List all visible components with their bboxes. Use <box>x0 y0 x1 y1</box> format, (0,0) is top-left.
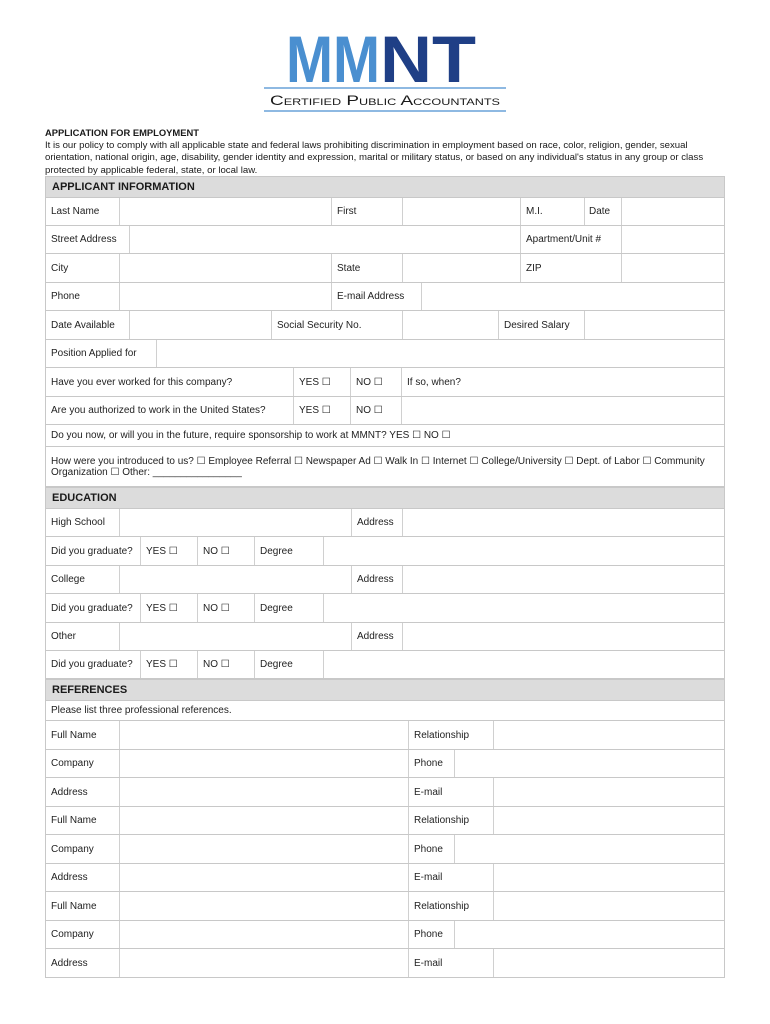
label-apartment: Apartment/Unit # <box>520 226 621 253</box>
row-high-school-graduate <box>45 537 725 566</box>
label-other-address: Address <box>351 623 402 650</box>
section-applicant-information: APPLICANT INFORMATION <box>45 176 725 198</box>
other-address-field[interactable] <box>402 623 724 650</box>
label-ref2-relationship: Relationship <box>408 807 493 834</box>
label-state: State <box>331 254 402 282</box>
label-other-degree: Degree <box>254 651 323 678</box>
label-ref2-email: E-mail <box>408 864 493 891</box>
label-if-so-when[interactable]: If so, when? <box>401 368 724 396</box>
policy-statement: It is our policy to comply with all applicable state and federal laws prohibiting discrimination in employment based on race, color, religion, gender, sexual orientation, national origin, age, disability, gender identity and expression, marital or military status, or based on any individual's status in any group or class protected by applicable federal, state, or local law. <box>45 139 704 176</box>
high-school-address-field[interactable] <box>402 509 724 536</box>
row-college-graduate <box>45 594 725 623</box>
college-field[interactable] <box>119 566 352 593</box>
label-introduced[interactable]: How were you introduced to us? ☐ Employee Referral ☐ Newspaper Ad ☐ Walk In ☐ Internet ☐ College/University ☐ Dept. of Labor ☐ Community Organization ☐ Other: ________________ <box>51 455 705 478</box>
label-college-graduate: Did you graduate? <box>51 602 133 614</box>
ref1-email-field[interactable] <box>493 778 724 806</box>
college-graduate-no[interactable]: NO ☐ <box>197 594 254 622</box>
label-zip: ZIP <box>520 254 621 282</box>
logo-text-mm: MM <box>286 26 380 96</box>
label-ref1-company: Company <box>51 758 94 769</box>
phone-field[interactable] <box>119 283 332 310</box>
row-ref3-name <box>45 892 725 921</box>
other-graduate-yes[interactable]: YES ☐ <box>140 651 197 678</box>
logo-subtitle: Certified Public Accountants <box>270 93 500 108</box>
label-high-school-degree: Degree <box>254 537 323 565</box>
label-sponsorship[interactable]: Do you now, or will you in the future, require sponsorship to work at MMNT? YES ☐ NO ☐ <box>51 430 451 441</box>
label-high-school-address: Address <box>351 509 402 536</box>
worked-before-no[interactable]: NO ☐ <box>350 368 401 396</box>
other-school-field[interactable] <box>119 623 352 650</box>
ref3-email-field[interactable] <box>493 949 724 977</box>
label-date-available: Date Available <box>51 319 115 331</box>
row-ref1-address <box>45 778 725 807</box>
label-ref3-address: Address <box>51 957 88 969</box>
label-mi: M.I. <box>520 198 584 225</box>
apartment-field[interactable] <box>621 226 724 253</box>
label-ref2-company: Company <box>51 843 94 855</box>
label-ref2-phone: Phone <box>408 835 454 863</box>
ref1-relationship-field[interactable] <box>493 721 724 749</box>
ref2-address-field[interactable] <box>119 864 409 891</box>
label-ref3-full-name: Full Name <box>51 900 97 912</box>
label-worked-before: Have you ever worked for this company? <box>51 376 233 388</box>
row-references-instruction <box>45 701 725 721</box>
label-city: City <box>51 262 69 274</box>
row-ref3-company <box>45 921 725 949</box>
zip-field[interactable] <box>621 254 724 282</box>
label-desired-salary: Desired Salary <box>498 311 584 339</box>
label-college-degree: Degree <box>254 594 323 622</box>
ref2-phone-field[interactable] <box>454 835 724 863</box>
label-college: College <box>51 574 85 585</box>
row-worked-before <box>45 368 725 397</box>
row-street <box>45 226 725 254</box>
ref3-phone-field[interactable] <box>454 921 724 948</box>
label-ref2-full-name: Full Name <box>51 815 97 826</box>
date-field[interactable] <box>621 198 724 225</box>
label-authorized: Are you authorized to work in the United States? <box>51 405 266 416</box>
row-ref2-address <box>45 864 725 892</box>
college-degree-field[interactable] <box>323 594 724 622</box>
logo-text-nt: NT <box>380 26 476 96</box>
row-ref1-name <box>45 721 725 750</box>
label-ref1-phone: Phone <box>408 750 454 777</box>
intro-section <box>45 127 725 177</box>
row-position <box>45 340 725 368</box>
worked-before-yes[interactable]: YES ☐ <box>293 368 350 396</box>
row-authorized <box>45 397 725 425</box>
authorized-no[interactable]: NO ☐ <box>350 397 401 424</box>
ssn-field[interactable] <box>402 311 499 339</box>
row-ref2-name <box>45 807 725 835</box>
row-ref2-company <box>45 835 725 864</box>
row-introduced <box>45 447 725 487</box>
college-graduate-yes[interactable]: YES ☐ <box>140 594 197 622</box>
state-field[interactable] <box>402 254 521 282</box>
label-street-address: Street Address <box>51 234 117 245</box>
email-field[interactable] <box>421 283 724 310</box>
ref1-address-field[interactable] <box>119 778 409 806</box>
label-date: Date <box>589 206 611 217</box>
label-ref3-company: Company <box>51 929 94 940</box>
label-ref1-email: E-mail <box>408 778 493 806</box>
label-first: First <box>331 198 402 225</box>
authorized-blank <box>401 397 724 424</box>
ref3-full-name-field[interactable] <box>119 892 409 920</box>
ref3-relationship-field[interactable] <box>493 892 724 920</box>
ref1-full-name-field[interactable] <box>119 721 409 749</box>
desired-salary-field[interactable] <box>584 311 724 339</box>
label-ref2-address: Address <box>51 872 88 883</box>
row-city <box>45 254 725 283</box>
label-college-address: Address <box>351 566 402 593</box>
row-name <box>45 198 725 226</box>
label-ref1-relationship: Relationship <box>408 721 493 749</box>
row-phone <box>45 283 725 311</box>
label-ssn: Social Security No. <box>271 311 402 339</box>
label-last-name: Last Name <box>51 206 100 217</box>
other-degree-field[interactable] <box>323 651 724 678</box>
row-date-available <box>45 311 725 340</box>
form-title: APPLICATION FOR EMPLOYMENT <box>45 127 199 138</box>
ref3-address-field[interactable] <box>119 949 409 977</box>
ref2-full-name-field[interactable] <box>119 807 409 834</box>
other-graduate-no[interactable]: NO ☐ <box>197 651 254 678</box>
section-education: EDUCATION <box>45 487 725 509</box>
label-phone: Phone <box>51 291 80 302</box>
ref1-phone-field[interactable] <box>454 750 724 777</box>
ref3-company-field[interactable] <box>119 921 409 948</box>
row-sponsorship <box>45 425 725 447</box>
application-form <box>45 176 725 978</box>
row-college <box>45 566 725 594</box>
label-ref3-relationship: Relationship <box>408 892 493 920</box>
ref2-company-field[interactable] <box>119 835 409 863</box>
ref1-company-field[interactable] <box>119 750 409 777</box>
label-email: E-mail Address <box>331 283 421 310</box>
college-address-field[interactable] <box>402 566 724 593</box>
row-high-school <box>45 509 725 537</box>
label-position: Position Applied for <box>51 348 137 359</box>
label-ref1-full-name: Full Name <box>51 729 97 741</box>
authorized-yes[interactable]: YES ☐ <box>293 397 350 424</box>
position-field[interactable] <box>156 340 724 367</box>
row-ref1-company <box>45 750 725 778</box>
date-available-field[interactable] <box>129 311 272 339</box>
row-ref3-address <box>45 949 725 978</box>
label-other-school: Other <box>51 631 77 642</box>
row-other-school <box>45 623 725 651</box>
high-school-field[interactable] <box>119 509 352 536</box>
city-field[interactable] <box>119 254 332 282</box>
first-name-field[interactable] <box>402 198 521 225</box>
label-other-graduate: Did you graduate? <box>51 659 133 670</box>
ref2-email-field[interactable] <box>493 864 724 891</box>
high-school-graduate-no[interactable]: NO ☐ <box>197 537 254 565</box>
last-name-field[interactable] <box>119 198 332 225</box>
row-other-graduate <box>45 651 725 679</box>
high-school-degree-field[interactable] <box>323 537 724 565</box>
label-high-school: High School <box>51 517 105 528</box>
label-ref3-email: E-mail <box>408 949 493 977</box>
label-ref1-address: Address <box>51 786 88 798</box>
street-address-field[interactable] <box>129 226 521 253</box>
ref2-relationship-field[interactable] <box>493 807 724 834</box>
references-instruction: Please list three professional references. <box>51 705 232 716</box>
section-references: REFERENCES <box>45 679 725 701</box>
label-ref3-phone: Phone <box>408 921 454 948</box>
label-high-school-graduate: Did you graduate? <box>51 545 133 557</box>
high-school-graduate-yes[interactable]: YES ☐ <box>140 537 197 565</box>
company-logo <box>262 26 508 114</box>
logo-graphic <box>262 26 508 114</box>
